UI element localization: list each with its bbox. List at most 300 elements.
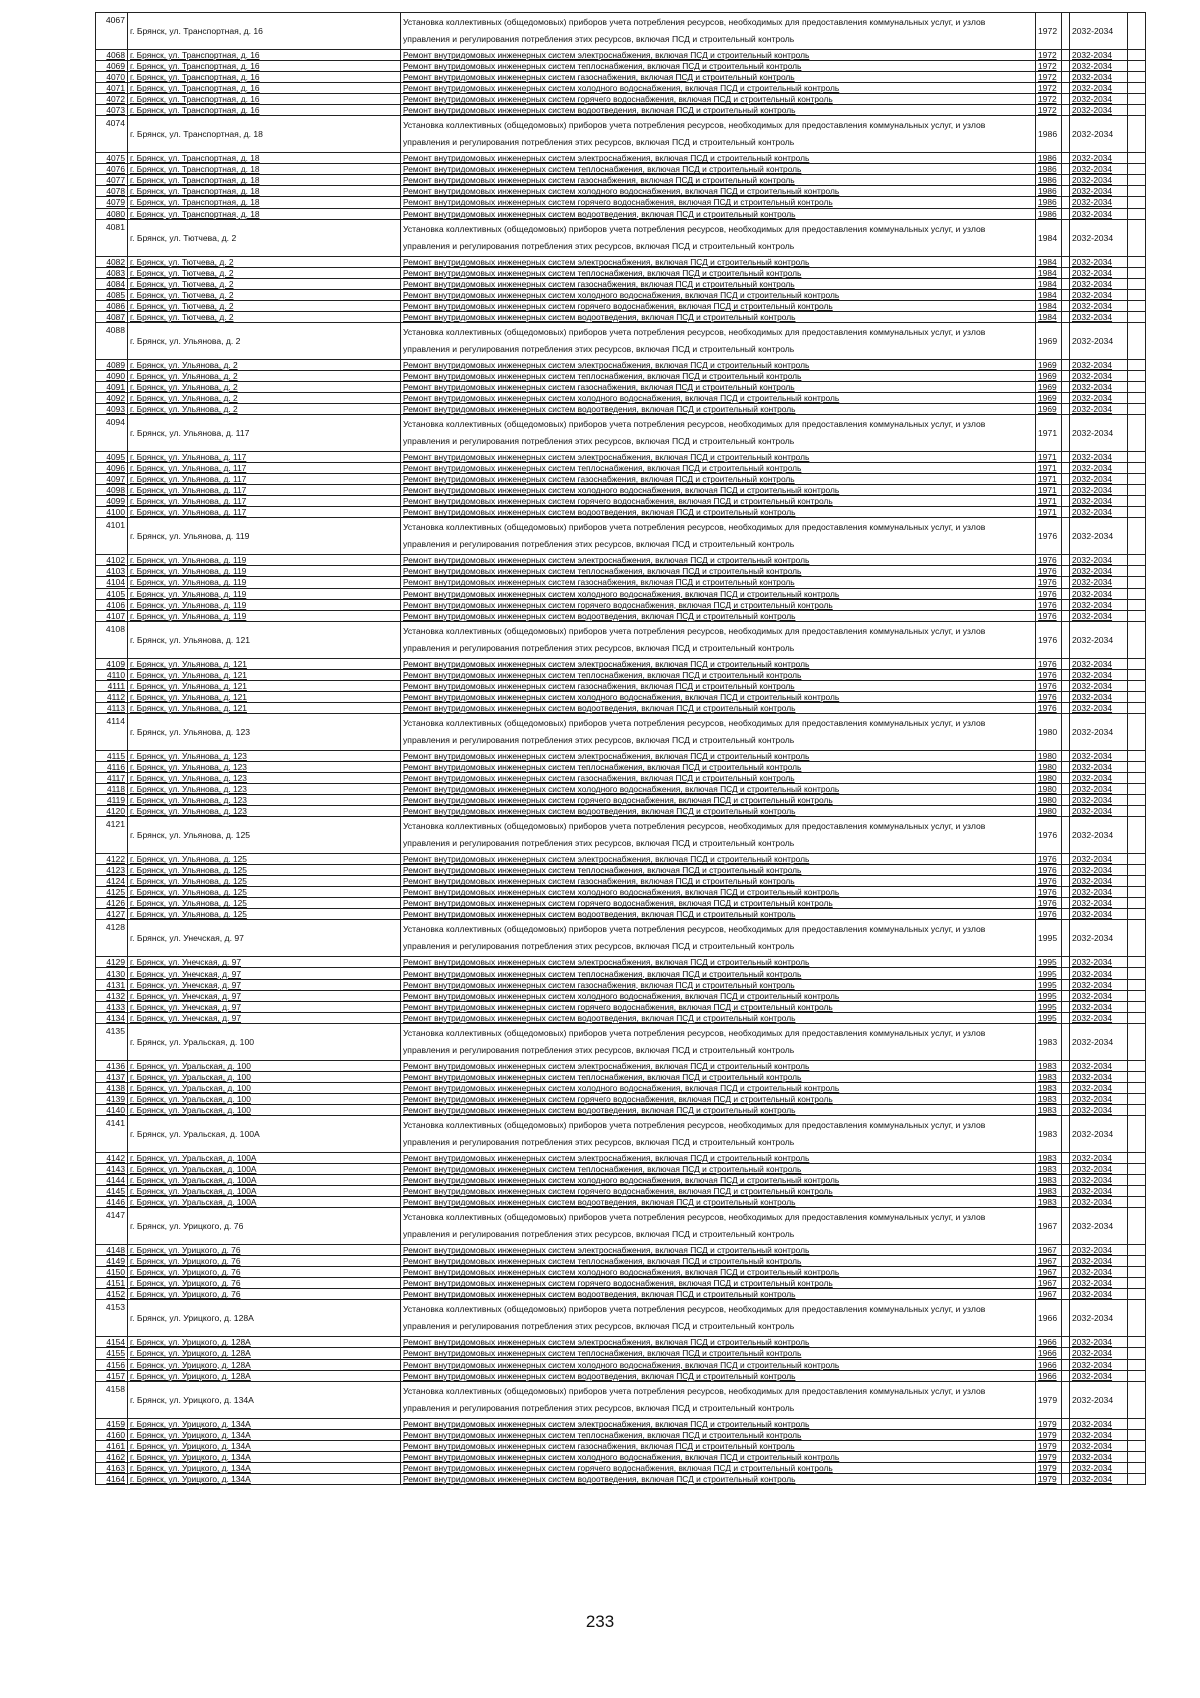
table-row xyxy=(96,404,1146,415)
blank-cell xyxy=(1128,1473,1146,1484)
address-cell: г. Брянск, ул. Ульянова, д. 121 xyxy=(128,669,401,680)
year-cell: 1986 xyxy=(1036,186,1062,197)
table-row xyxy=(96,256,1146,267)
year-cell: 1976 xyxy=(1036,680,1062,691)
table-row xyxy=(96,691,1146,702)
period-cell: 2032-2034 xyxy=(1070,392,1128,403)
blank-cell xyxy=(1128,1152,1146,1163)
blank-cell xyxy=(1062,1060,1070,1071)
row-number: 4120 xyxy=(96,806,128,817)
work-type-cell: Ремонт внутридомовых инженерных систем горячего водоснабжения, включая ПСД и строительный контроль xyxy=(401,1093,1036,1104)
table-row xyxy=(96,1370,1146,1381)
address-cell: г. Брянск, ул. Ульянова, д. 119 xyxy=(128,610,401,621)
work-type-cell: Ремонт внутридомовых инженерных систем горячего водоснабжения, включая ПСД и строительный контроль xyxy=(401,1001,1036,1012)
period-cell: 2032-2034 xyxy=(1070,164,1128,175)
row-number: 4084 xyxy=(96,278,128,289)
blank-cell xyxy=(1128,713,1146,750)
address-cell: г. Брянск, ул. Ульянова, д. 123 xyxy=(128,761,401,772)
blank-cell xyxy=(1062,865,1070,876)
blank-cell xyxy=(1062,990,1070,1001)
year-cell: 1979 xyxy=(1036,1440,1062,1451)
address-cell: г. Брянск, ул. Ульянова, д. 119 xyxy=(128,566,401,577)
blank-cell xyxy=(1062,1071,1070,1082)
year-cell: 1969 xyxy=(1036,322,1062,359)
work-type-cell: Ремонт внутридомовых инженерных систем горячего водоснабжения, включая ПСД и строительный контроль xyxy=(401,599,1036,610)
blank-cell xyxy=(1128,898,1146,909)
address-cell: г. Брянск, ул. Уральская, д. 100А xyxy=(128,1186,401,1197)
row-number: 4128 xyxy=(96,920,128,957)
year-cell: 1976 xyxy=(1036,599,1062,610)
year-cell: 1972 xyxy=(1036,50,1062,61)
period-cell: 2032-2034 xyxy=(1070,94,1128,105)
row-number: 4078 xyxy=(96,186,128,197)
row-number: 4085 xyxy=(96,289,128,300)
address-cell: г. Брянск, ул. Ульянова, д. 117 xyxy=(128,415,401,452)
row-number: 4088 xyxy=(96,322,128,359)
blank-cell xyxy=(1128,370,1146,381)
work-type-cell: Ремонт внутридомовых инженерных систем газоснабжения, включая ПСД и строительный контроль xyxy=(401,979,1036,990)
blank-cell xyxy=(1128,485,1146,496)
work-type-cell: Ремонт внутридомовых инженерных систем электроснабжения, включая ПСД и строительный контроль xyxy=(401,750,1036,761)
row-number: 4101 xyxy=(96,518,128,555)
table-row xyxy=(96,979,1146,990)
blank-cell xyxy=(1128,463,1146,474)
address-cell: г. Брянск, ул. Урицкого, д. 76 xyxy=(128,1245,401,1256)
work-type-cell: Установка коллективных (общедомовых) приборов учета потребления ресурсов, необходимых для предоставления коммунальных услуг, и узлов управления и регулирования потребления этих ресурсов, включая ПСД и строительный контроль xyxy=(401,621,1036,658)
row-number: 4100 xyxy=(96,507,128,518)
table-row xyxy=(96,1256,1146,1267)
row-number: 4150 xyxy=(96,1267,128,1278)
table-row xyxy=(96,1348,1146,1359)
row-number: 4104 xyxy=(96,577,128,588)
work-type-cell: Ремонт внутридомовых инженерных систем теплоснабжения, включая ПСД и строительный контроль xyxy=(401,968,1036,979)
blank-cell xyxy=(1128,854,1146,865)
table-row xyxy=(96,381,1146,392)
blank-cell xyxy=(1128,1071,1146,1082)
period-cell: 2032-2034 xyxy=(1070,105,1128,116)
row-number: 4123 xyxy=(96,865,128,876)
period-cell: 2032-2034 xyxy=(1070,116,1128,153)
row-number: 4092 xyxy=(96,392,128,403)
work-type-cell: Ремонт внутридомовых инженерных систем холодного водоснабжения, включая ПСД и строительный контроль xyxy=(401,1175,1036,1186)
address-cell: г. Брянск, ул. Ульянова, д. 125 xyxy=(128,898,401,909)
period-cell: 2032-2034 xyxy=(1070,61,1128,72)
row-number: 4126 xyxy=(96,898,128,909)
page-number: 233 xyxy=(585,1612,615,1631)
year-cell: 1971 xyxy=(1036,463,1062,474)
row-number: 4116 xyxy=(96,761,128,772)
work-type-cell: Установка коллективных (общедомовых) приборов учета потребления ресурсов, необходимых для предоставления коммунальных услуг, и узлов управления и регулирования потребления этих ресурсов, включая ПСД и строительный контроль xyxy=(401,1115,1036,1152)
blank-cell xyxy=(1062,979,1070,990)
period-cell: 2032-2034 xyxy=(1070,968,1128,979)
year-cell: 1983 xyxy=(1036,1175,1062,1186)
period-cell: 2032-2034 xyxy=(1070,1359,1128,1370)
year-cell: 1986 xyxy=(1036,116,1062,153)
blank-cell xyxy=(1128,957,1146,968)
address-cell: г. Брянск, ул. Ульянова, д. 119 xyxy=(128,599,401,610)
period-cell: 2032-2034 xyxy=(1070,750,1128,761)
period-cell: 2032-2034 xyxy=(1070,990,1128,1001)
blank-cell xyxy=(1062,1093,1070,1104)
address-cell: г. Брянск, ул. Урицкого, д. 134А xyxy=(128,1429,401,1440)
table-row xyxy=(96,267,1146,278)
blank-cell xyxy=(1062,761,1070,772)
year-cell: 1983 xyxy=(1036,1104,1062,1115)
blank-cell xyxy=(1128,1001,1146,1012)
blank-cell xyxy=(1128,105,1146,116)
period-cell: 2032-2034 xyxy=(1070,1012,1128,1023)
period-cell: 2032-2034 xyxy=(1070,485,1128,496)
work-type-cell: Ремонт внутридомовых инженерных систем водоотведения, включая ПСД и строительный контроль xyxy=(401,507,1036,518)
blank-cell xyxy=(1062,94,1070,105)
address-cell: г. Брянск, ул. Ульянова, д. 117 xyxy=(128,507,401,518)
year-cell: 1984 xyxy=(1036,278,1062,289)
work-type-cell: Ремонт внутридомовых инженерных систем горячего водоснабжения, включая ПСД и строительный контроль xyxy=(401,1278,1036,1289)
work-type-cell: Установка коллективных (общедомовых) приборов учета потребления ресурсов, необходимых для предоставления коммунальных услуг, и узлов управления и регулирования потребления этих ресурсов, включая ПСД и строительный контроль xyxy=(401,322,1036,359)
work-type-cell: Ремонт внутридомовых инженерных систем электроснабжения, включая ПСД и строительный контроль xyxy=(401,256,1036,267)
table-row xyxy=(96,164,1146,175)
address-cell: г. Брянск, ул. Транспортная, д. 16 xyxy=(128,61,401,72)
period-cell: 2032-2034 xyxy=(1070,1473,1128,1484)
address-cell: г. Брянск, ул. Ульянова, д. 121 xyxy=(128,691,401,702)
year-cell: 1976 xyxy=(1036,588,1062,599)
address-cell: г. Брянск, ул. Ульянова, д. 123 xyxy=(128,750,401,761)
blank-cell xyxy=(1128,153,1146,164)
period-cell: 2032-2034 xyxy=(1070,920,1128,957)
work-type-cell: Ремонт внутридомовых инженерных систем холодного водоснабжения, включая ПСД и строительный контроль xyxy=(401,887,1036,898)
year-cell: 1984 xyxy=(1036,289,1062,300)
year-cell: 1979 xyxy=(1036,1429,1062,1440)
blank-cell xyxy=(1062,909,1070,920)
work-type-cell: Ремонт внутридомовых инженерных систем водоотведения, включая ПСД и строительный контроль xyxy=(401,1012,1036,1023)
work-type-cell: Ремонт внутридомовых инженерных систем водоотведения, включая ПСД и строительный контроль xyxy=(401,311,1036,322)
year-cell: 1967 xyxy=(1036,1267,1062,1278)
year-cell: 1966 xyxy=(1036,1359,1062,1370)
table-row xyxy=(96,197,1146,208)
blank-cell xyxy=(1128,1462,1146,1473)
table-row xyxy=(96,1175,1146,1186)
blank-cell xyxy=(1062,772,1070,783)
period-cell: 2032-2034 xyxy=(1070,267,1128,278)
row-number: 4090 xyxy=(96,370,128,381)
year-cell: 1980 xyxy=(1036,713,1062,750)
work-type-cell: Ремонт внутридомовых инженерных систем водоотведения, включая ПСД и строительный контроль xyxy=(401,806,1036,817)
year-cell: 1976 xyxy=(1036,865,1062,876)
work-type-cell: Ремонт внутридомовых инженерных систем газоснабжения, включая ПСД и строительный контроль xyxy=(401,577,1036,588)
table-row xyxy=(96,61,1146,72)
row-number: 4160 xyxy=(96,1429,128,1440)
period-cell: 2032-2034 xyxy=(1070,876,1128,887)
blank-cell xyxy=(1128,566,1146,577)
year-cell: 1966 xyxy=(1036,1337,1062,1348)
blank-cell xyxy=(1128,1278,1146,1289)
year-cell: 1980 xyxy=(1036,772,1062,783)
year-cell: 1972 xyxy=(1036,94,1062,105)
year-cell: 1979 xyxy=(1036,1451,1062,1462)
table-row xyxy=(96,1278,1146,1289)
blank-cell xyxy=(1062,322,1070,359)
row-number: 4149 xyxy=(96,1256,128,1267)
row-number: 4131 xyxy=(96,979,128,990)
blank-cell xyxy=(1128,577,1146,588)
year-cell: 1979 xyxy=(1036,1473,1062,1484)
year-cell: 1976 xyxy=(1036,898,1062,909)
blank-cell xyxy=(1062,566,1070,577)
work-type-cell: Ремонт внутридомовых инженерных систем электроснабжения, включая ПСД и строительный контроль xyxy=(401,1337,1036,1348)
blank-cell xyxy=(1062,588,1070,599)
blank-cell xyxy=(1128,1370,1146,1381)
year-cell: 1980 xyxy=(1036,806,1062,817)
blank-cell xyxy=(1062,806,1070,817)
work-type-cell: Установка коллективных (общедомовых) приборов учета потребления ресурсов, необходимых для предоставления коммунальных услуг, и узлов управления и регулирования потребления этих ресурсов, включая ПСД и строительный контроль xyxy=(401,116,1036,153)
blank-cell xyxy=(1062,817,1070,854)
address-cell: г. Брянск, ул. Транспортная, д. 18 xyxy=(128,116,401,153)
work-type-cell: Ремонт внутридомовых инженерных систем теплоснабжения, включая ПСД и строительный контроль xyxy=(401,1071,1036,1082)
address-cell: г. Брянск, ул. Ульянова, д. 125 xyxy=(128,817,401,854)
period-cell: 2032-2034 xyxy=(1070,404,1128,415)
blank-cell xyxy=(1128,806,1146,817)
year-cell: 1976 xyxy=(1036,566,1062,577)
row-number: 4102 xyxy=(96,555,128,566)
blank-cell xyxy=(1128,1012,1146,1023)
row-number: 4103 xyxy=(96,566,128,577)
address-cell: г. Брянск, ул. Транспортная, д. 18 xyxy=(128,186,401,197)
year-cell: 1967 xyxy=(1036,1278,1062,1289)
blank-cell xyxy=(1062,658,1070,669)
row-number: 4115 xyxy=(96,750,128,761)
blank-cell xyxy=(1128,452,1146,463)
period-cell: 2032-2034 xyxy=(1070,599,1128,610)
work-type-cell: Ремонт внутридомовых инженерных систем теплоснабжения, включая ПСД и строительный контроль xyxy=(401,463,1036,474)
year-cell: 1976 xyxy=(1036,555,1062,566)
period-cell: 2032-2034 xyxy=(1070,415,1128,452)
work-type-cell: Ремонт внутридомовых инженерных систем водоотведения, включая ПСД и строительный контроль xyxy=(401,702,1036,713)
address-cell: г. Брянск, ул. Уральская, д. 100 xyxy=(128,1023,401,1060)
table-row xyxy=(96,761,1146,772)
address-cell: г. Брянск, ул. Ульянова, д. 2 xyxy=(128,404,401,415)
row-number: 4098 xyxy=(96,485,128,496)
address-cell: г. Брянск, ул. Урицкого, д. 76 xyxy=(128,1208,401,1245)
period-cell: 2032-2034 xyxy=(1070,761,1128,772)
blank-cell xyxy=(1062,452,1070,463)
work-type-cell: Установка коллективных (общедомовых) приборов учета потребления ресурсов, необходимых для предоставления коммунальных услуг, и узлов управления и регулирования потребления этих ресурсов, включая ПСД и строительный контроль xyxy=(401,1208,1036,1245)
period-cell: 2032-2034 xyxy=(1070,1001,1128,1012)
period-cell: 2032-2034 xyxy=(1070,1462,1128,1473)
blank-cell xyxy=(1128,761,1146,772)
work-type-cell: Ремонт внутридомовых инженерных систем электроснабжения, включая ПСД и строительный контроль xyxy=(401,555,1036,566)
year-cell: 1983 xyxy=(1036,1197,1062,1208)
work-type-cell: Установка коллективных (общедомовых) приборов учета потребления ресурсов, необходимых для предоставления коммунальных услуг, и узлов управления и регулирования потребления этих ресурсов, включая ПСД и строительный контроль xyxy=(401,1300,1036,1337)
blank-cell xyxy=(1062,621,1070,658)
year-cell: 1976 xyxy=(1036,691,1062,702)
address-cell: г. Брянск, ул. Ульянова, д. 117 xyxy=(128,496,401,507)
year-cell: 1976 xyxy=(1036,876,1062,887)
blank-cell xyxy=(1062,610,1070,621)
blank-cell xyxy=(1062,555,1070,566)
work-type-cell: Ремонт внутридомовых инженерных систем теплоснабжения, включая ПСД и строительный контроль xyxy=(401,1256,1036,1267)
blank-cell xyxy=(1128,219,1146,256)
address-cell: г. Брянск, ул. Ульянова, д. 121 xyxy=(128,680,401,691)
blank-cell xyxy=(1062,1267,1070,1278)
work-type-cell: Ремонт внутридомовых инженерных систем водоотведения, включая ПСД и строительный контроль xyxy=(401,1473,1036,1484)
table-row xyxy=(96,1197,1146,1208)
table-row xyxy=(96,968,1146,979)
row-number: 4075 xyxy=(96,153,128,164)
blank-cell xyxy=(1128,94,1146,105)
work-type-cell: Ремонт внутридомовых инженерных систем теплоснабжения, включая ПСД и строительный контроль xyxy=(401,566,1036,577)
year-cell: 1971 xyxy=(1036,474,1062,485)
row-number: 4112 xyxy=(96,691,128,702)
blank-cell xyxy=(1062,13,1070,50)
address-cell: г. Брянск, ул. Ульянова, д. 123 xyxy=(128,795,401,806)
row-number: 4146 xyxy=(96,1197,128,1208)
row-number: 4124 xyxy=(96,876,128,887)
address-cell: г. Брянск, ул. Урицкого, д. 76 xyxy=(128,1289,401,1300)
row-number: 4108 xyxy=(96,621,128,658)
period-cell: 2032-2034 xyxy=(1070,50,1128,61)
table-row xyxy=(96,496,1146,507)
blank-cell xyxy=(1062,750,1070,761)
address-cell: г. Брянск, ул. Тютчева, д. 2 xyxy=(128,289,401,300)
address-cell: г. Брянск, ул. Унечская, д. 97 xyxy=(128,920,401,957)
address-cell: г. Брянск, ул. Ульянова, д. 119 xyxy=(128,577,401,588)
blank-cell xyxy=(1128,50,1146,61)
blank-cell xyxy=(1128,1267,1146,1278)
address-cell: г. Брянск, ул. Ульянова, д. 123 xyxy=(128,772,401,783)
blank-cell xyxy=(1128,1082,1146,1093)
year-cell: 1967 xyxy=(1036,1289,1062,1300)
period-cell: 2032-2034 xyxy=(1070,1381,1128,1418)
row-number: 4122 xyxy=(96,854,128,865)
year-cell: 1969 xyxy=(1036,359,1062,370)
year-cell: 1972 xyxy=(1036,61,1062,72)
blank-cell xyxy=(1128,300,1146,311)
year-cell: 1976 xyxy=(1036,702,1062,713)
blank-cell xyxy=(1062,898,1070,909)
blank-cell xyxy=(1128,1164,1146,1175)
table-row xyxy=(96,72,1146,83)
table-row-building xyxy=(96,621,1146,658)
address-cell: г. Брянск, ул. Тютчева, д. 2 xyxy=(128,256,401,267)
address-cell: г. Брянск, ул. Уральская, д. 100А xyxy=(128,1152,401,1163)
year-cell: 1971 xyxy=(1036,507,1062,518)
blank-cell xyxy=(1062,278,1070,289)
period-cell: 2032-2034 xyxy=(1070,957,1128,968)
address-cell: г. Брянск, ул. Урицкого, д. 76 xyxy=(128,1267,401,1278)
blank-cell xyxy=(1062,311,1070,322)
row-number: 4080 xyxy=(96,208,128,219)
blank-cell xyxy=(1062,105,1070,116)
blank-cell xyxy=(1128,702,1146,713)
blank-cell xyxy=(1128,61,1146,72)
row-number: 4153 xyxy=(96,1300,128,1337)
work-type-cell: Ремонт внутридомовых инженерных систем холодного водоснабжения, включая ПСД и строительный контроль xyxy=(401,485,1036,496)
year-cell: 1967 xyxy=(1036,1208,1062,1245)
table-row xyxy=(96,311,1146,322)
row-number: 4133 xyxy=(96,1001,128,1012)
blank-cell xyxy=(1128,621,1146,658)
work-type-cell: Ремонт внутридомовых инженерных систем холодного водоснабжения, включая ПСД и строительный контроль xyxy=(401,588,1036,599)
table-row xyxy=(96,957,1146,968)
blank-cell xyxy=(1128,1186,1146,1197)
address-cell: г. Брянск, ул. Транспортная, д. 16 xyxy=(128,94,401,105)
table-row xyxy=(96,50,1146,61)
work-type-cell: Ремонт внутридомовых инженерных систем газоснабжения, включая ПСД и строительный контроль xyxy=(401,680,1036,691)
year-cell: 1967 xyxy=(1036,1256,1062,1267)
address-cell: г. Брянск, ул. Урицкого, д. 128А xyxy=(128,1348,401,1359)
year-cell: 1971 xyxy=(1036,415,1062,452)
address-cell: г. Брянск, ул. Транспортная, д. 18 xyxy=(128,208,401,219)
row-number: 4130 xyxy=(96,968,128,979)
year-cell: 1966 xyxy=(1036,1300,1062,1337)
blank-cell xyxy=(1062,1104,1070,1115)
work-type-cell: Ремонт внутридомовых инженерных систем горячего водоснабжения, включая ПСД и строительный контроль xyxy=(401,496,1036,507)
row-number: 4109 xyxy=(96,658,128,669)
blank-cell xyxy=(1128,13,1146,50)
work-type-cell: Ремонт внутридомовых инженерных систем газоснабжения, включая ПСД и строительный контроль xyxy=(401,876,1036,887)
period-cell: 2032-2034 xyxy=(1070,1451,1128,1462)
table-row xyxy=(96,1462,1146,1473)
row-number: 4067 xyxy=(96,13,128,50)
blank-cell xyxy=(1128,669,1146,680)
row-number: 4117 xyxy=(96,772,128,783)
blank-cell xyxy=(1062,577,1070,588)
work-type-cell: Ремонт внутридомовых инженерных систем теплоснабжения, включая ПСД и строительный контроль xyxy=(401,761,1036,772)
blank-cell xyxy=(1062,1115,1070,1152)
period-cell: 2032-2034 xyxy=(1070,72,1128,83)
table-row xyxy=(96,1289,1146,1300)
blank-cell xyxy=(1062,1012,1070,1023)
blank-cell xyxy=(1128,1115,1146,1152)
table-row xyxy=(96,507,1146,518)
period-cell: 2032-2034 xyxy=(1070,854,1128,865)
period-cell: 2032-2034 xyxy=(1070,588,1128,599)
blank-cell xyxy=(1128,680,1146,691)
table-row xyxy=(96,463,1146,474)
table-row xyxy=(96,1164,1146,1175)
blank-cell xyxy=(1062,887,1070,898)
table-row xyxy=(96,1001,1146,1012)
address-cell: г. Брянск, ул. Урицкого, д. 134А xyxy=(128,1418,401,1429)
row-number: 4134 xyxy=(96,1012,128,1023)
period-cell: 2032-2034 xyxy=(1070,621,1128,658)
row-number: 4145 xyxy=(96,1186,128,1197)
work-type-cell: Ремонт внутридомовых инженерных систем теплоснабжения, включая ПСД и строительный контроль xyxy=(401,1348,1036,1359)
row-number: 4158 xyxy=(96,1381,128,1418)
address-cell: г. Брянск, ул. Транспортная, д. 16 xyxy=(128,83,401,94)
row-number: 4143 xyxy=(96,1164,128,1175)
address-cell: г. Брянск, ул. Урицкого, д. 134А xyxy=(128,1440,401,1451)
blank-cell xyxy=(1128,1300,1146,1337)
blank-cell xyxy=(1062,920,1070,957)
address-cell: г. Брянск, ул. Транспортная, д. 18 xyxy=(128,197,401,208)
blank-cell xyxy=(1062,1451,1070,1462)
address-cell: г. Брянск, ул. Ульянова, д. 123 xyxy=(128,713,401,750)
work-type-cell: Ремонт внутридомовых инженерных систем электроснабжения, включая ПСД и строительный контроль xyxy=(401,1152,1036,1163)
row-number: 4095 xyxy=(96,452,128,463)
year-cell: 1983 xyxy=(1036,1115,1062,1152)
address-cell: г. Брянск, ул. Ульянова, д. 123 xyxy=(128,784,401,795)
work-type-cell: Ремонт внутридомовых инженерных систем водоотведения, включая ПСД и строительный контроль xyxy=(401,1289,1036,1300)
table-row xyxy=(96,658,1146,669)
blank-cell xyxy=(1062,392,1070,403)
row-number: 4105 xyxy=(96,588,128,599)
period-cell: 2032-2034 xyxy=(1070,463,1128,474)
year-cell: 1995 xyxy=(1036,968,1062,979)
blank-cell xyxy=(1062,1381,1070,1418)
work-type-cell: Ремонт внутридомовых инженерных систем газоснабжения, включая ПСД и строительный контроль xyxy=(401,381,1036,392)
period-cell: 2032-2034 xyxy=(1070,1289,1128,1300)
